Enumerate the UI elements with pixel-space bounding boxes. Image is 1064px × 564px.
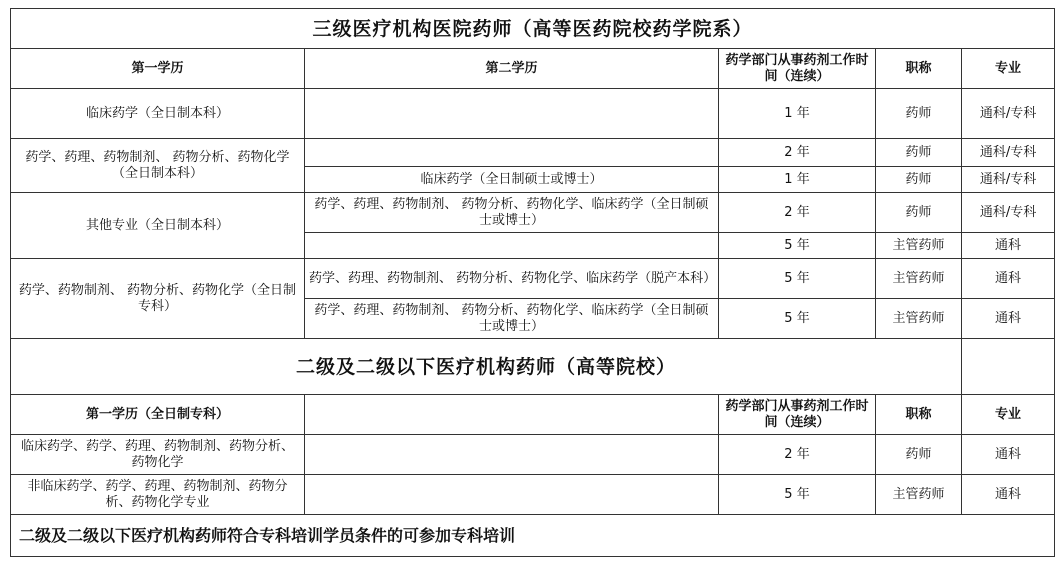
major-cell: 通科/专科 — [962, 89, 1055, 139]
header-first-degree: 第一学历 — [11, 49, 305, 89]
major-cell: 通科 — [962, 435, 1055, 475]
second-degree-cell — [305, 233, 719, 259]
job-title-cell: 药师 — [876, 193, 962, 233]
header-job-title: 职称 — [876, 49, 962, 89]
major-cell: 通科 — [962, 475, 1055, 515]
work-time-cell: 2 年 — [719, 139, 876, 167]
first-degree-cell: 临床药学、药学、药理、药物制剂、药物分析、药物化学 — [11, 435, 305, 475]
header-work-time: 药学部门从事药剂工作时间（连续） — [719, 395, 876, 435]
first-degree-cell: 药学、药物制剂、 药物分析、药物化学（全日制专科） — [11, 259, 305, 339]
pharmacist-training-table — [10, 8, 1055, 557]
first-degree-cell: 非临床药学、药学、药理、药物制剂、药物分析、药物化学专业 — [11, 475, 305, 515]
work-time-cell: 5 年 — [719, 259, 876, 299]
job-title-cell: 药师 — [876, 435, 962, 475]
second-degree-cell — [305, 139, 719, 167]
major-cell: 通科 — [962, 233, 1055, 259]
work-time-cell: 1 年 — [719, 89, 876, 139]
job-title-cell: 药师 — [876, 139, 962, 167]
table-row — [11, 139, 1055, 167]
first-degree-cell: 药学、药理、药物制剂、 药物分析、药物化学（全日制本科） — [11, 139, 305, 193]
job-title-cell: 主管药师 — [876, 299, 962, 339]
first-degree-cell: 其他专业（全日制本科） — [11, 193, 305, 259]
second-degree-cell: 药学、药理、药物制剂、 药物分析、药物化学、临床药学（脱产本科） — [305, 259, 719, 299]
second-degree-cell: 临床药学（全日制硕士或博士） — [305, 167, 719, 193]
work-time-cell: 2 年 — [719, 193, 876, 233]
major-cell: 通科/专科 — [962, 167, 1055, 193]
job-title-cell: 主管药师 — [876, 259, 962, 299]
second-degree-cell — [305, 475, 719, 515]
table-row — [11, 435, 1055, 475]
header-major: 专业 — [962, 395, 1055, 435]
work-time-cell: 5 年 — [719, 299, 876, 339]
job-title-cell: 药师 — [876, 89, 962, 139]
second-degree-cell — [305, 89, 719, 139]
job-title-cell: 主管药师 — [876, 475, 962, 515]
table-row — [11, 89, 1055, 139]
work-time-cell: 5 年 — [719, 233, 876, 259]
section2-title: 二级及二级以下医疗机构药师（高等院校） — [11, 339, 962, 395]
header-work-time: 药学部门从事药剂工作时间（连续） — [719, 49, 876, 89]
header-major: 专业 — [962, 49, 1055, 89]
section1-title: 三级医疗机构医院药师（高等医药院校药学院系） — [11, 9, 1055, 49]
table-row — [11, 475, 1055, 515]
section2-title-blank-cell — [962, 339, 1055, 395]
table-row — [11, 259, 1055, 299]
work-time-cell: 5 年 — [719, 475, 876, 515]
footer-note: 二级及二级以下医疗机构药师符合专科培训学员条件的可参加专科培训 — [11, 515, 1055, 557]
header-first-degree: 第一学历（全日制专科） — [11, 395, 305, 435]
second-degree-cell: 药学、药理、药物制剂、 药物分析、药物化学、临床药学（全日制硕士或博士） — [305, 299, 719, 339]
work-time-cell: 1 年 — [719, 167, 876, 193]
major-cell: 通科 — [962, 299, 1055, 339]
major-cell: 通科/专科 — [962, 139, 1055, 167]
header-second-degree — [305, 395, 719, 435]
second-degree-cell: 药学、药理、药物制剂、 药物分析、药物化学、临床药学（全日制硕士或博士） — [305, 193, 719, 233]
work-time-cell: 2 年 — [719, 435, 876, 475]
job-title-cell: 药师 — [876, 167, 962, 193]
first-degree-cell: 临床药学（全日制本科） — [11, 89, 305, 139]
header-job-title: 职称 — [876, 395, 962, 435]
second-degree-cell — [305, 435, 719, 475]
major-cell: 通科/专科 — [962, 193, 1055, 233]
header-second-degree: 第二学历 — [305, 49, 719, 89]
table-row — [11, 193, 1055, 233]
major-cell: 通科 — [962, 259, 1055, 299]
job-title-cell: 主管药师 — [876, 233, 962, 259]
